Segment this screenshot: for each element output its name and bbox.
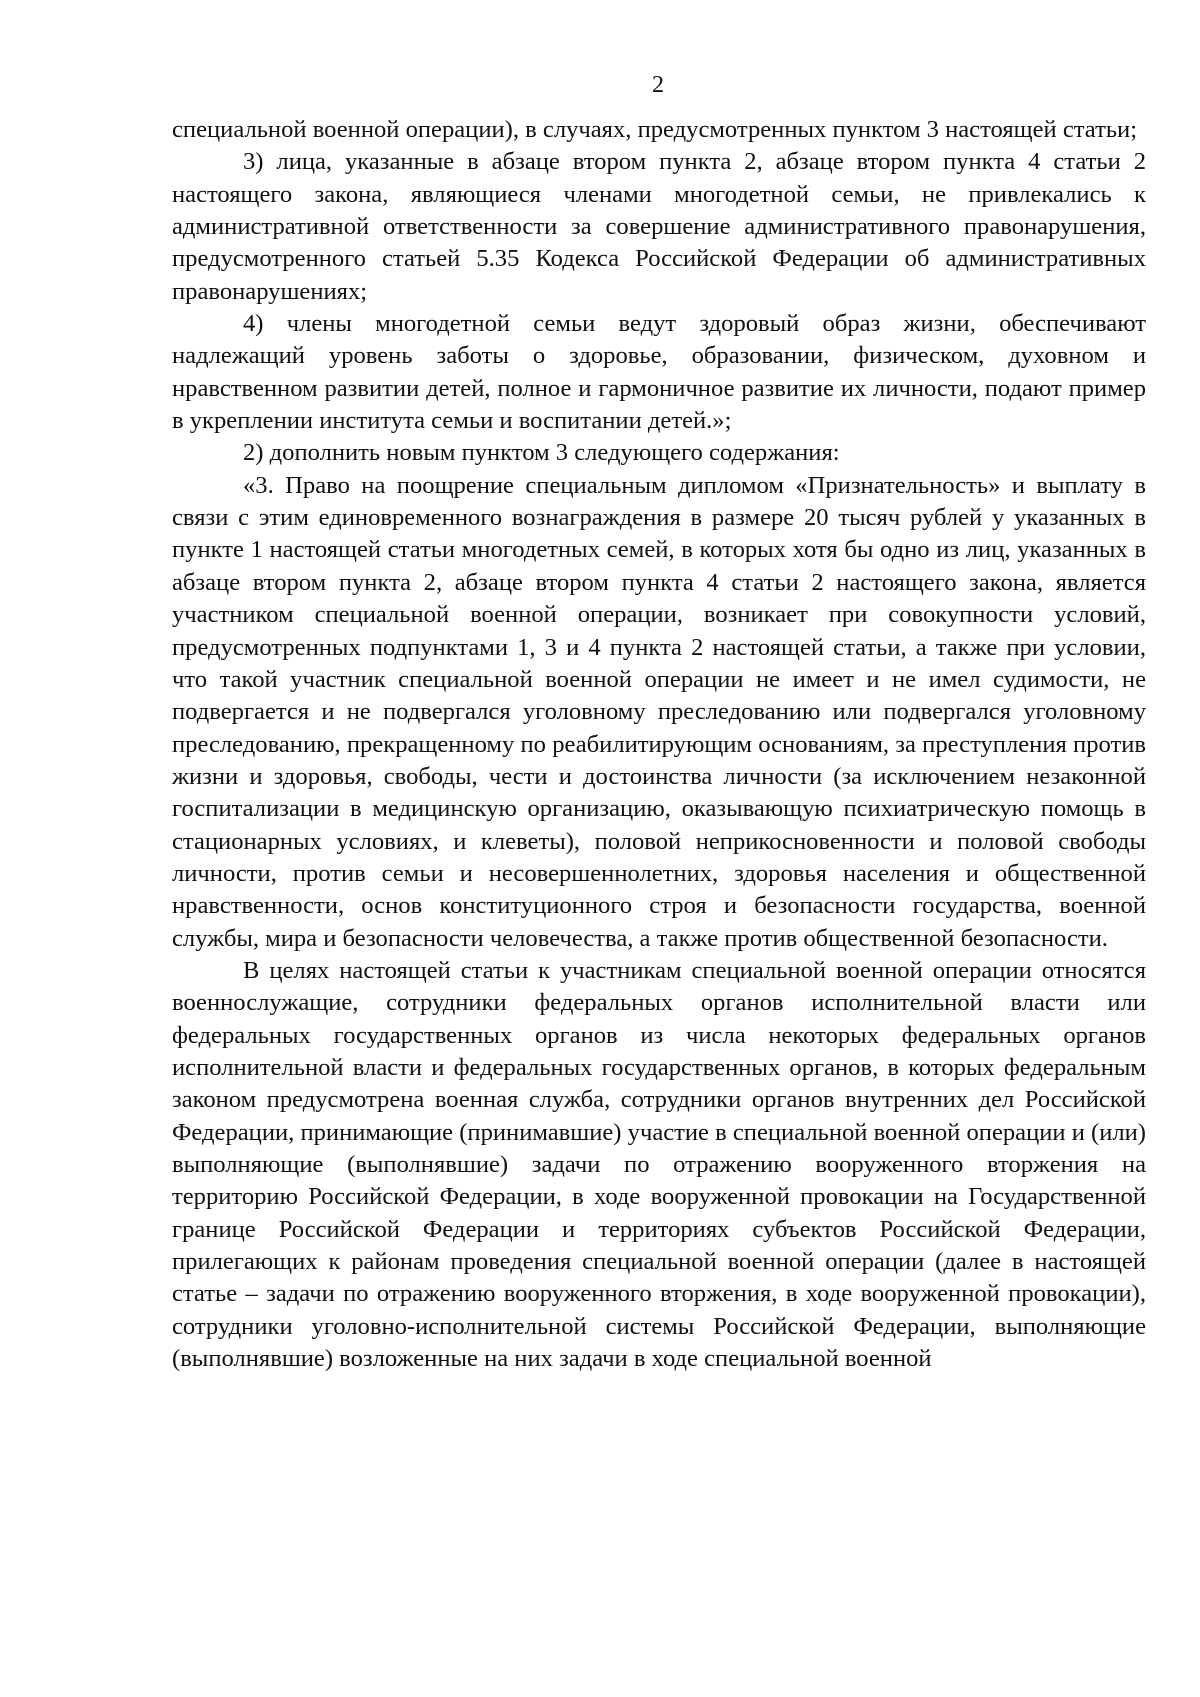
paragraph-definition: В целях настоящей статьи к участникам специальной военной операции относятся военнослужащие, сотрудники федеральных органов исполнительной власти или федеральных государственных органов из числа некоторых федеральных органов исполнительной власти и федеральных государственных органов, в которых федеральным законом предусмотрена военная служба, сотрудники органов внутренних дел Российской Федерации, принимающие (принимавшие) участие в специальной военной операции и (или) выполняющие (выполнявшие) задачи по отражению вооруженного вторжения на территорию Российской Федерации, в ходе вооруженной провокации на Государственной границе Российской Федерации и территориях субъектов Российской Федерации, прилегающих к районам проведения специальной военной операции (далее в настоящей статье – задачи по отражению вооруженного вторжения, в ходе вооруженной провокации), сотрудники уголовно-исполнительной системы Российской Федерации, выполняющие (выполнявшие) возложенные на них задачи в ходе специальной военной [172,956,1146,1373]
page-number: 2 [652,72,664,98]
paragraph-point-3: «3. Право на поощрение специальным дипломом «Признательность» и выплату в связи с этим единовременного вознаграждения в размере 20 тысяч рублей у указанных в пункте 1 настоящей статьи многодетных семей, в которых хотя бы одно из лиц, указанных в абзаце втором пункта 2, абзаце втором пункта 4 статьи 2 настоящего закона, является участником специальной военной операции, возникает при совокупности условий, предусмотренных подпунктами 1, 3 и 4 пункта 2 настоящей статьи, а также при условии, что такой участник специальной военной операции не имеет и не имел судимости, не подвергается и не подвергался уголовному преследованию или подвергался уголовному преследованию, прекращенному по реабилитирующим основаниям, за преступления против жизни и здоровья, свободы, чести и достоинства личности (за исключением незаконной госпитализации в медицинскую организацию, оказывающую психиатрическую помощь в стационарных условиях, и клеветы), половой неприкосновенности и половой свободы личности, против семьи и несовершеннолетних, здоровья населения и общественной нравственности, основ конституционного строя и безопасности государства, военной службы, мира и безопасности человечества, а также против общественной безопасности. [172,471,1146,952]
paragraph-amendment-2: 2) дополнить новым пунктом 3 следующего содержания: [243,439,840,467]
paragraph-item-4: 4) члены многодетной семьи ведут здоровый образ жизни, обеспечивают надлежащий уровень заботы о здоровье, образовании, физическом, духовном и нравственном развитии детей, полное и гармоничное развитие их личности, подают пример в укреплении института семьи и воспитании детей.»; [172,310,1146,435]
paragraph-item-3: 3) лица, указанные в абзаце втором пункта 2, абзаце втором пункта 4 статьи 2 настоящего закона, являющиеся членами многодетной семьи, не привлекались к административной ответственности за совершение административного правонарушения, предусмотренного статьей 5.35 Кодекса Российской Федерации об административных правонарушениях; [172,148,1146,305]
paragraph-continuation: специальной военной операции), в случаях, предусмотренных пунктом 3 настоящей статьи; [172,116,1138,143]
document-body [172,114,1146,1375]
